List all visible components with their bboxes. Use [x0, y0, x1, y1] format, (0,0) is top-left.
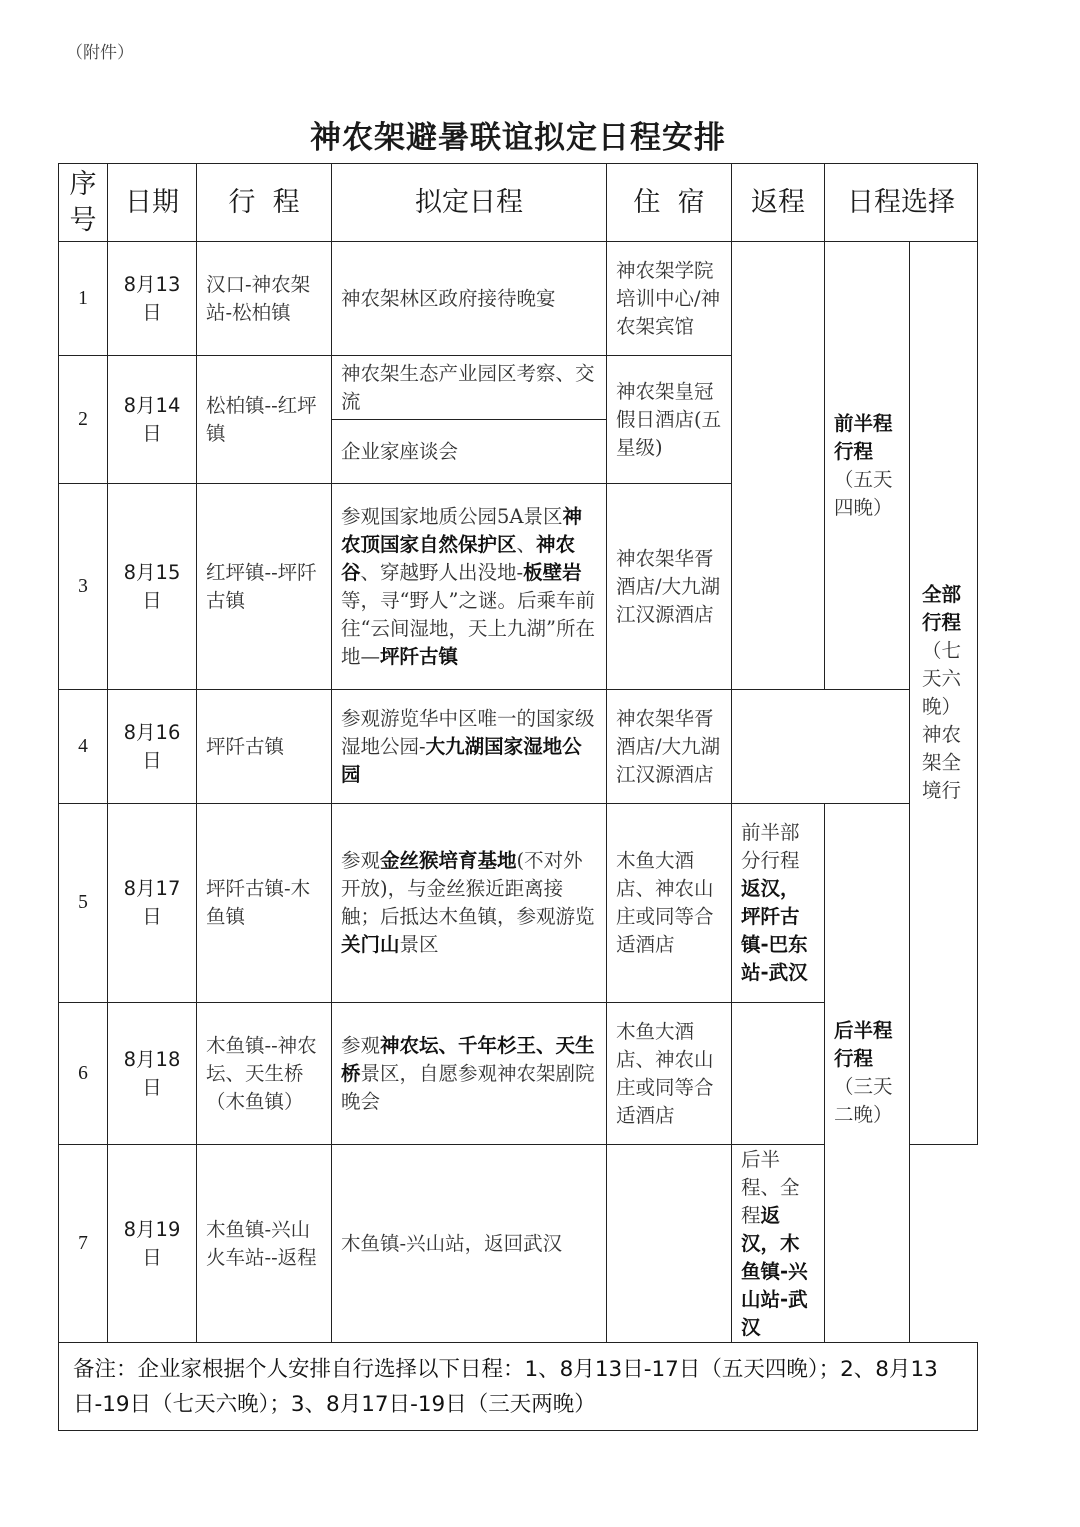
header-seq: 序号	[59, 164, 108, 242]
row-number: 2	[59, 356, 108, 484]
body-text: 景区，自愿参观神农架剧院晚会	[341, 1061, 595, 1113]
remark-row	[59, 1343, 978, 1431]
highlight-text: 返汉，坪阡古镇-巴东站-武汉	[741, 877, 808, 984]
row-plan-sub	[332, 420, 607, 484]
body-text: 参观国家地质公园5A景区	[341, 504, 563, 528]
choice-full-desc: （七天六晚）神农架全境行	[922, 639, 962, 802]
row-hotel: 神农架学院培训中心/神农架宾馆	[607, 242, 732, 356]
highlight-text: 金丝猴培育基地	[380, 849, 517, 872]
highlight-text: 返汉，木鱼镇-兴山站-武汉	[741, 1203, 808, 1339]
highlight-text: 神农坛、千年杉王、天生桥	[341, 1033, 595, 1085]
row-route: 红坪镇--坪阡古镇	[197, 484, 332, 690]
highlight-text: 坪阡古镇	[380, 644, 459, 668]
row-hotel: 木鱼大酒店、神农山庄或同等合适酒店	[607, 1003, 732, 1145]
header-date: 日期	[108, 164, 197, 242]
row-plan	[332, 804, 607, 1003]
body-text: 景区	[399, 933, 439, 956]
row-plan	[332, 356, 607, 420]
body-text: 后半程、全程	[741, 1147, 800, 1227]
choice-second-half-desc: （三天二晚）	[834, 1075, 893, 1126]
body-text: 参观	[341, 1033, 381, 1057]
choice-first-half-title: 前半程行程	[834, 411, 893, 463]
row-plan	[332, 1003, 607, 1145]
choice-first-half-desc: （五天四晚）	[834, 467, 893, 519]
highlight-text: 大九湖国家湿地公园	[341, 734, 582, 786]
body-text: 参观	[341, 849, 381, 872]
row-plan	[332, 690, 607, 804]
body-text: 参观游览华中区唯一的国家级湿地公园-	[341, 706, 595, 758]
table-row	[59, 690, 978, 804]
row-return	[732, 1145, 825, 1343]
body-text: 神农架林区政府接待晚宴	[341, 286, 556, 310]
row-hotel: 神农架华胥酒店/大九湖江汉源酒店	[607, 484, 732, 690]
body-text: 、穿越野人出没地-	[360, 560, 524, 584]
row-date: 8月14日	[108, 356, 197, 484]
row-date: 8月17日	[108, 804, 197, 1003]
row-date: 8月16日	[108, 690, 197, 804]
table-row	[59, 242, 978, 356]
header-return: 返程	[732, 164, 825, 242]
choice-full-title: 全部行程	[922, 583, 962, 634]
row-number: 4	[59, 690, 108, 804]
highlight-text: 关门山	[341, 933, 400, 956]
row-hotel: 神农架皇冠假日酒店(五星级)	[607, 356, 732, 484]
row-plan	[332, 484, 607, 690]
body-text: 神农架生态产业园区考察、交流	[341, 361, 595, 413]
row-route: 木鱼镇-兴山火车站--返程	[197, 1145, 332, 1343]
row-plan	[332, 242, 607, 356]
row-date: 8月13日	[108, 242, 197, 356]
body-text: 前半部分行程	[741, 821, 800, 872]
choice-second-half-title: 后半程行程	[834, 1019, 893, 1070]
table-row	[59, 804, 978, 1003]
row-return	[732, 804, 825, 1003]
remark-text: 备注：企业家根据个人安排自行选择以下日程：1、8月13日-17日（五天四晚）；2、8月13日-19日（七天六晚）；3、8月17日-19日（三天两晚）	[59, 1343, 978, 1431]
row-route: 汉口-神农架站-松柏镇	[197, 242, 332, 356]
header-choice: 日程选择	[825, 164, 978, 242]
header-row	[59, 164, 978, 242]
row-number: 5	[59, 804, 108, 1003]
row-route: 坪阡古镇-木鱼镇	[197, 804, 332, 1003]
row-route: 松柏镇--红坪镇	[197, 356, 332, 484]
body-text: 木鱼镇-兴山站，返回武汉	[341, 1231, 563, 1255]
row-hotel: 神农架华胥酒店/大九湖江汉源酒店	[607, 690, 732, 804]
row-number: 3	[59, 484, 108, 690]
highlight-text: 板壁岩	[523, 560, 582, 584]
attachment-label: （附件）	[66, 43, 134, 63]
highlight-text: 神农顶国家自然保护区	[341, 504, 583, 556]
row-route: 木鱼镇--神农坛、天生桥（木鱼镇）	[197, 1003, 332, 1145]
highlight-text: 神农谷	[341, 532, 576, 584]
row-hotel	[607, 1145, 732, 1343]
schedule-table	[58, 163, 978, 1431]
row-plan	[332, 1145, 607, 1343]
body-text: (不对外开放)，与金丝猴近距离接触；后抵达木鱼镇，参观游览	[341, 849, 595, 928]
body-text: 、	[516, 532, 537, 556]
choice-first-half	[825, 242, 910, 690]
body-text: 等，寻“野人”之谜。后乘车前往“云间湿地，天上九湖”所在地—	[341, 588, 595, 668]
choice-second-half	[825, 804, 910, 1343]
row-return-empty	[732, 1003, 825, 1145]
row-number: 6	[59, 1003, 108, 1145]
header-hotel: 住 宿	[607, 164, 732, 242]
row-number: 1	[59, 242, 108, 356]
page-title: 神农架避暑联谊拟定日程安排	[310, 120, 726, 156]
row-date: 8月18日	[108, 1003, 197, 1145]
row-number: 7	[59, 1145, 108, 1343]
header-route: 行 程	[197, 164, 332, 242]
row-route: 坪阡古镇	[197, 690, 332, 804]
row-hotel: 木鱼大酒店、神农山庄或同等合适酒店	[607, 804, 732, 1003]
row-return-empty	[732, 242, 825, 690]
choice-full	[910, 242, 978, 1145]
body-text: 企业家座谈会	[341, 439, 459, 463]
row-date: 8月19日	[108, 1145, 197, 1343]
row-date: 8月15日	[108, 484, 197, 690]
header-plan: 拟定日程	[332, 164, 607, 242]
